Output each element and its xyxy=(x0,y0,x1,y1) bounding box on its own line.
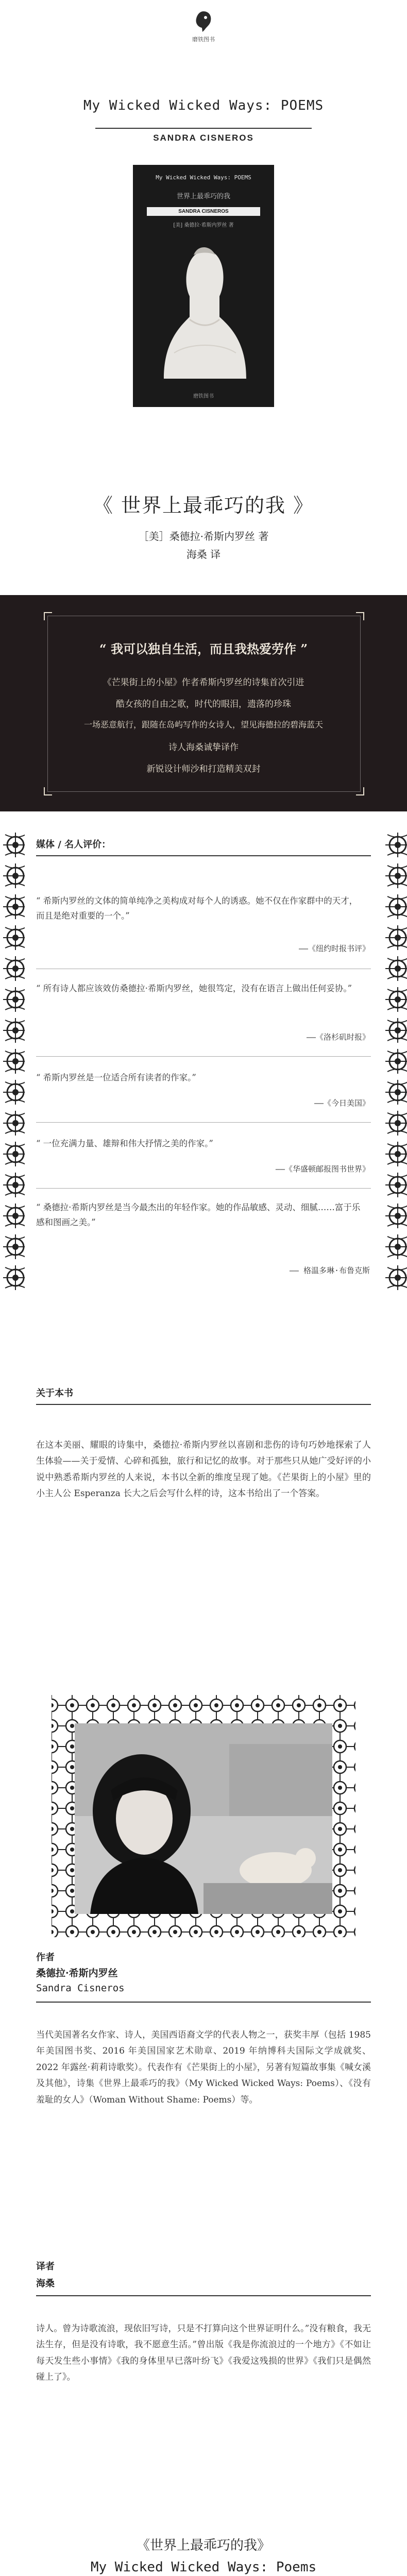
about-rule xyxy=(36,1404,371,1405)
translator-heading: 译者 xyxy=(36,2261,55,2272)
promo-line: 酷女孩的自由之歌，时代的眼泪，遗落的珍珠 xyxy=(116,699,291,709)
publisher-logo xyxy=(188,9,219,43)
review-text: “ 一位充满力量、雄辩和伟大抒情之美的作家。” xyxy=(36,1139,213,1148)
corner-ornament xyxy=(44,787,52,795)
author-name-en: Sandra Cisneros xyxy=(36,1982,125,1994)
review-text: “ 希斯内罗丝是一位适合所有读者的作家。” xyxy=(36,1073,196,1082)
promo-line: 《芒果街上的小屋》作者希斯内罗丝的诗集首次引进 xyxy=(103,677,304,688)
logo-text: 磨铁图书 xyxy=(192,36,215,43)
chinese-title: 《 世界上最乖巧的我 》 xyxy=(93,494,314,517)
review-source: ——《今日美国》 xyxy=(314,1098,370,1108)
portrait-illustration xyxy=(75,1723,332,1914)
review-divider xyxy=(36,1056,371,1057)
footer-title: 《世界上最乖巧的我》 xyxy=(136,2538,270,2553)
review-source: ——《纽约时报书评》 xyxy=(298,944,370,953)
corner-ornament xyxy=(356,612,364,620)
review-source: —— 格温多琳·布鲁克斯 xyxy=(289,1266,370,1275)
footer-title-en: My Wicked Wicked Ways: Poems xyxy=(90,2560,317,2575)
reviews-heading: 媒体 / 名人评价： xyxy=(36,839,111,850)
promo-line: 新锐设计师沙和打造精美双封 xyxy=(146,764,261,774)
reviews-rule xyxy=(36,855,371,856)
translator-name: 海桑 xyxy=(36,2278,55,2289)
corner-ornament xyxy=(44,612,52,620)
promo-line: 一场恶意航行，跟随在岛屿写作的女诗人，望见海德拉的碧海蓝天 xyxy=(83,720,323,730)
cover-title-cn: 世界上最乖巧的我 xyxy=(176,193,230,200)
review-divider xyxy=(36,1188,371,1189)
ornament-border-right xyxy=(382,829,407,1293)
review-text: “ 所有诗人都应该效仿桑德拉·希斯内罗丝，她很笃定，没有在语言上做出任何妥协。” xyxy=(36,984,352,993)
cover-publisher: 磨铁图书 xyxy=(193,394,214,399)
promo-line: 诗人海桑诚挚译作 xyxy=(168,742,239,753)
review-divider xyxy=(36,1122,371,1123)
promo-quote: “ 我可以独自生活，而且我热爱劳作 ” xyxy=(99,641,308,656)
author-photo xyxy=(75,1723,332,1914)
translator-credit: 海桑 译 xyxy=(186,548,221,561)
author-heading: 作者 xyxy=(36,1952,55,1963)
book-cover xyxy=(133,165,274,407)
cover-author-band: SANDRA CISNEROS xyxy=(147,207,260,216)
corner-ornament xyxy=(356,787,364,795)
ink-blob-icon xyxy=(193,9,214,34)
bust-illustration xyxy=(133,234,274,379)
cover-author-cn: [美] 桑德拉·希斯内罗丝 著 xyxy=(173,223,234,228)
translator-bio: 诗人。曾为诗歌流浪，现依旧写诗，只是不打算向这个世界证明什么。”没有粮食，我无法生存，但是没有诗歌，我不愿意生活。”曾出版《我是你流浪过的一个地方》《不如让每天发生些小事情》《我的身体里早已落叶纷飞》《我爱这残损的世界》《我们只是偶然碰上了》。 xyxy=(36,2324,371,2383)
title-divider xyxy=(95,128,312,129)
author-en: SANDRA CISNEROS xyxy=(153,133,254,143)
about-heading: 关于本书 xyxy=(36,1388,73,1399)
about-body: 在这本美丽、耀眼的诗集中，桑德拉·希斯内罗丝以喜剧和悲伤的诗句巧妙地探索了人生体验——关于爱情、心碎和孤独，旅行和记忆的故事。对于那些只从她广受好评的小说中熟悉希斯内罗丝的人来说，本书以全新的维度呈现了她。《芒果街上的小屋》里的小主人公 Esperanza 长大之后会写什么样的诗，这本书给出了一个答案。 xyxy=(36,1440,371,1499)
author-photo-frame xyxy=(21,1695,386,1937)
review-source: ——《华盛顿邮报图书世界》 xyxy=(275,1164,370,1174)
review-source: ——《洛杉矶时报》 xyxy=(306,1032,370,1042)
review-text: “ 希斯内罗丝的文体的简单纯净之美构成对每个人的诱惑。她不仅在作家群中的天才，而且是绝对重要的一个。” xyxy=(36,896,358,921)
translator-rule xyxy=(36,2295,371,2296)
ornament-border-left xyxy=(0,829,31,1293)
cover-title-en: My Wicked Wicked Ways: POEMS xyxy=(156,174,251,181)
author-rule xyxy=(36,2002,371,2003)
title-en: My Wicked Wicked Ways: POEMS xyxy=(83,98,324,113)
author-name-cn: 桑德拉·希斯内罗丝 xyxy=(36,1968,118,1979)
review-text: “ 桑德拉·希斯内罗丝是当今最杰出的年轻作家。她的作品敏感、灵动、细腻……富于乐感和图画之美。” xyxy=(36,1202,361,1227)
author-credit: ［美］桑德拉·希斯内罗丝 著 xyxy=(138,530,269,543)
author-bio: 当代美国著名女作家、诗人，美国西语裔文学的代表人物之一，获奖丰厚（包括 1985 年美国图书奖、2016 年美国国家艺术勋章、2019 年纳博科夫国际文学成就奖、2022 年露丝·莉莉诗歌奖）。代表作有《芒果街上的小屋》，另著有短篇故事集《喊女溪及其他》，诗集《世界上最乖巧的我》（My Wicked Wicked Ways: Poems）、《没有羞耻的女人》（Woman Without Shame: Poems）等。 xyxy=(36,2030,371,2105)
